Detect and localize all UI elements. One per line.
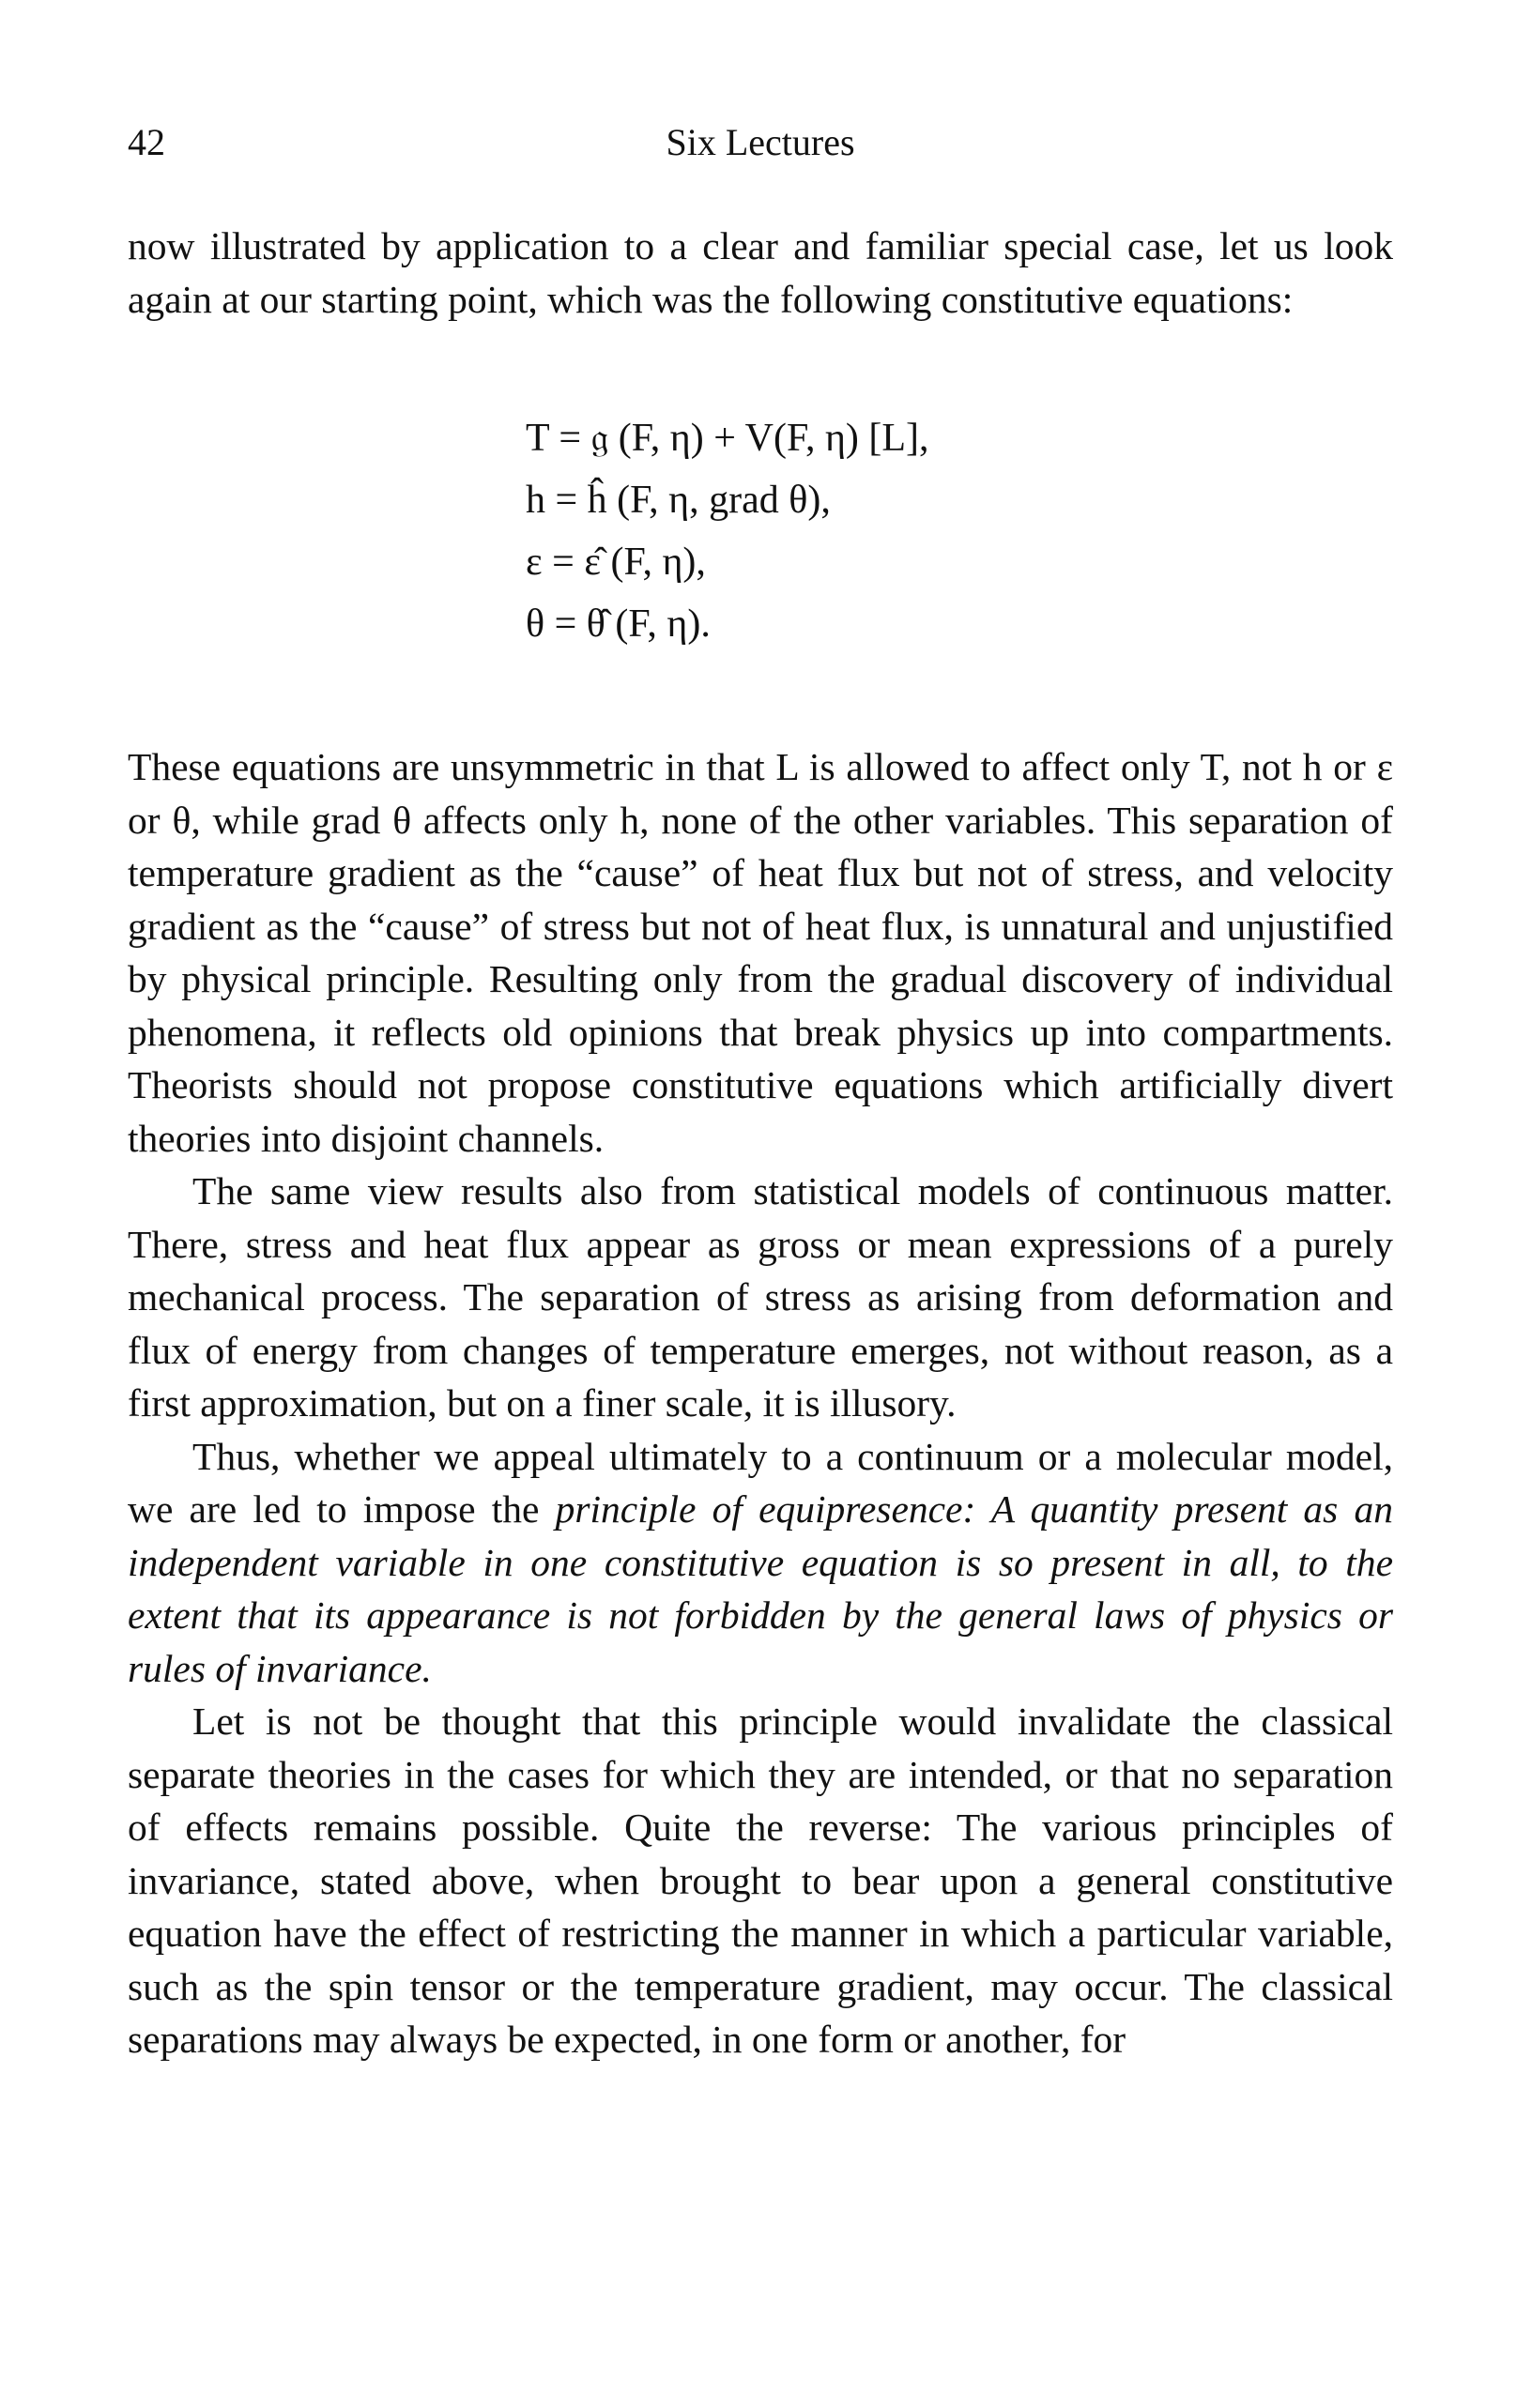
main-text [128,740,1393,2066]
equipresence-lead: Thus, whether we appeal ultimately to a continuum or a molecular model, we are led to impose the [128,1434,1393,1531]
paragraph-statistical-models: The same view results also from statistical models of continuous matter. There, stress and heat flux appear as gross or mean expressions of a purely mechanical process. The separation of stress as arising from deformation and flux of energy from changes of temperature emerges, not without reason, as a first approximation, but on a finer scale, it is illusory. [128,1169,1393,1425]
principle-of-equipresence: principle of equipresence: A quantity present as an independent variable in one constitutive equation is so present in all, to the extent that its appearance is not forbidden by the general laws of physics or rules of invariance. [128,1487,1394,1690]
constitutive-equations [526,407,1183,655]
intro-paragraph-block [128,220,1393,326]
paragraph-unsymmetric: These equations are unsymmetric in that L is allowed to affect only T, not h or ε or θ, while grad θ affects only h, none of the other variables. This separation of temperature gradient as the “cause” of heat flux but not of stress, and velocity gradient as the “cause” of stress but not of heat flux, is unnatural and unjustified by physical principle. Resulting only from the gradual discovery of individual phenomena, it reflects old opinions that break physics up into compartments. Theorists should not propose constitutive equations which artificially divert theories into disjoint channels. [128,745,1393,1160]
paragraph-classical-separations: Let is not be thought that this principle would invalidate the classical separate theories in the cases for which they are intended, or that no separation of effects remains possible. Quite the reverse: The various principles of invariance, stated above, when brought to bear upon a general constitutive equation have the effect of restricting the manner in which a particular variable, such as the spin tensor or the temperature gradient, may occur. The classical separations may always be expected, in one form or another, for [128,1699,1393,2061]
equation-internal-energy: ε = ε̂ (F, η), [526,541,706,584]
equation-stress: T = 𝔤 (F, η) + V(F, η) [L], [526,417,929,460]
book-title: Six Lectures [666,121,855,163]
running-head [128,114,1393,171]
page-number: 42 [128,121,165,163]
equation-heat-flux: h = ĥ (F, η, grad θ), [526,479,831,522]
paragraph-equipresence [128,1430,1393,1696]
equation-temperature: θ = θ̂ (F, η). [526,602,711,646]
intro-paragraph: now illustrated by application to a clear and familiar special case, let us look again at our starting point, which was the following constitutive equations: [128,224,1393,321]
